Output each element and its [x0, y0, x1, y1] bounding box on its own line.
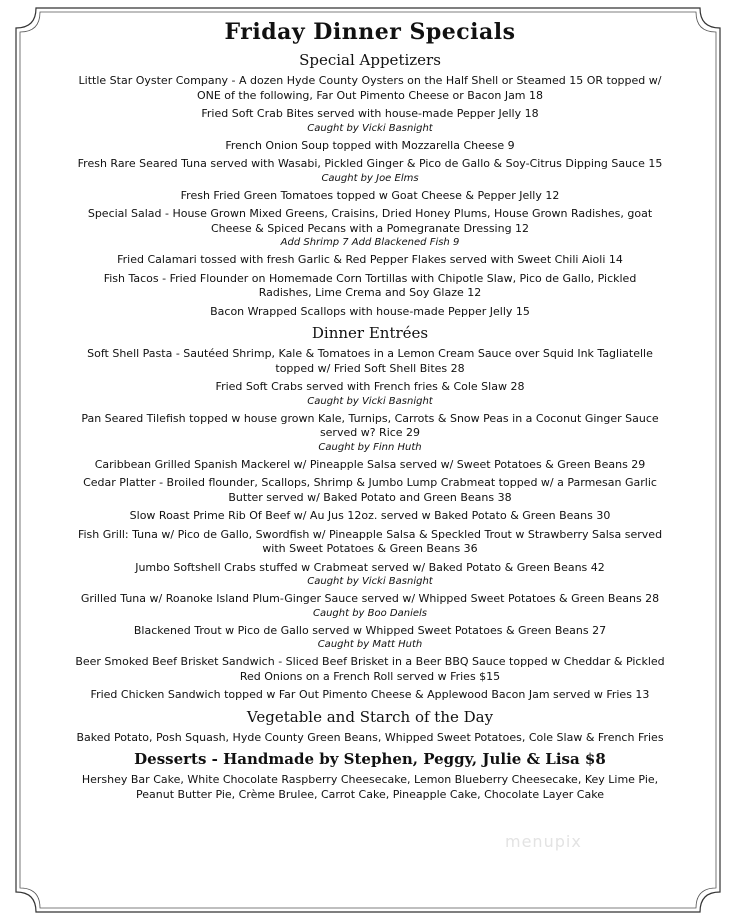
menu-item: Bacon Wrapped Scallops with house-made Pepper Jelly 15 — [210, 304, 530, 318]
menu-item: Fried Soft Crabs served with French fries & Cole Slaw 28 Caught by Vicki Basnight — [40, 380, 700, 408]
menu-page — [40, 12, 700, 806]
menu-item: Slow Roast Prime Rib Of Beef w/ Au Jus 12oz. served w Baked Potato & Green Beans 30 — [129, 509, 611, 522]
item-credit: Caught by Vicki Basnight — [307, 576, 433, 587]
menu-item: Jumbo Softshell Crabs stuffed w Crabmeat served w/ Baked Potato & Green Beans 42 Caught by Vicki Basnight — [40, 561, 700, 589]
desserts-heading: Desserts - Handmade by Stephen, Peggy, Julie & Lisa $8 — [134, 750, 606, 768]
menu-item: Fresh Fried Green Tomatoes topped w Goat Cheese & Pepper Jelly 12 — [180, 188, 560, 202]
menu-item: Soft Shell Pasta - Sautéed Shrimp, Kale & Tomatoes in a Lemon Cream Sauce over Squid Ink Tagliatelle topped w/ Fried Soft Shell Bites 28 — [87, 347, 653, 375]
appetizers-list — [40, 74, 700, 319]
item-credit: Caught by Finn Huth — [318, 441, 422, 453]
menu-item: Grilled Tuna w/ Roanoke Island Plum-Ginger Sauce served w/ Whipped Sweet Potatoes & Green Beans 28 Caught by Boo Daniels — [40, 592, 700, 620]
item-credit: Caught by Boo Daniels — [312, 607, 428, 619]
menu-item: Caribbean Grilled Spanish Mackerel w/ Pineapple Salsa served w/ Sweet Potatoes & Green Beans 29 — [94, 457, 646, 471]
entrees-list — [40, 347, 700, 703]
desserts-list: Hershey Bar Cake, White Chocolate Raspberry Cheesecake, Lemon Blueberry Cheesecake, Key Lime Pie, Peanut Butter Pie, Crème Brulee, Carrot Cake, Pineapple Cake, Chocolate Layer Cake — [81, 773, 659, 801]
page-title: Friday Dinner Specials — [224, 19, 516, 45]
menu-item: Fish Grill: Tuna w/ Pico de Gallo, Swordfish w/ Pineapple Salsa & Speckled Trout w Strawberry Salsa served with Sweet Potatoes & Green Beans 36 — [77, 527, 663, 555]
menu-item: Fish Tacos - Fried Flounder on Homemade Corn Tortillas with Chipotle Slaw, Pico de Gallo, Pickled Radishes, Lime Crema and Soy Glaze 12 — [103, 271, 637, 299]
menu-item: Blackened Trout w Pico de Gallo served w Whipped Sweet Potatoes & Green Beans 27 Caught by Matt Huth — [40, 624, 700, 652]
menu-item: Fried Soft Crab Bites served with house-made Pepper Jelly 18 Caught by Vicki Basnight — [40, 107, 700, 135]
item-credit: Caught by Matt Huth — [317, 639, 423, 650]
menu-item: Special Salad - House Grown Mixed Greens, Craisins, Dried Honey Plums, House Grown Radishes, goat Cheese & Spiced Pecans with a Pomegranate Dressing 12 Add Shrimp 7 Add Blackened Fish 9 — [40, 207, 700, 249]
menu-item: Beer Smoked Beef Brisket Sandwich - Sliced Beef Brisket in a Beer BBQ Sauce topped w Cheddar & Pickled Red Onions on a French Roll served w Fries $15 — [75, 655, 665, 683]
sides-heading: Vegetable and Starch of the Day — [246, 707, 494, 726]
item-addons: Add Shrimp 7 Add Blackened Fish 9 — [280, 237, 460, 248]
menu-item: Little Star Oyster Company - A dozen Hyde County Oysters on the Half Shell or Steamed 15 OR topped w/ ONE of the following, Far Out Pimento Cheese or Bacon Jam 18 — [78, 74, 662, 102]
menu-item: French Onion Soup topped with Mozzarella Cheese 9 — [225, 138, 515, 152]
sides-list: Baked Potato, Posh Squash, Hyde County Green Beans, Whipped Sweet Potatoes, Cole Slaw & French Fries — [76, 730, 664, 744]
menu-item: Pan Seared Tilefish topped w house grown Kale, Turnips, Carrots & Snow Peas in a Coconut Ginger Sauce served w? Rice 29 Caught by Finn Huth — [40, 412, 700, 454]
watermark: menupix — [505, 832, 582, 851]
menu-item: Fried Chicken Sandwich topped w Far Out Pimento Cheese & Applewood Bacon Jam served w Fries 13 — [90, 688, 650, 701]
menu-item: Fried Calamari tossed with fresh Garlic & Red Pepper Flakes served with Sweet Chili Aioli 14 — [117, 253, 623, 266]
menu-item: Fresh Rare Seared Tuna served with Wasabi, Pickled Ginger & Pico de Gallo & Soy-Citrus Dipping Sauce 15 Caught by Joe Elms — [40, 157, 700, 185]
item-credit: Caught by Joe Elms — [321, 172, 419, 184]
entrees-heading: Dinner Entrées — [311, 324, 429, 342]
menu-item: Cedar Platter - Broiled flounder, Scallops, Shrimp & Jumbo Lump Crabmeat topped w/ a Parmesan Garlic Butter served w/ Baked Potato and Green Beans 38 — [83, 476, 657, 504]
item-credit: Caught by Vicki Basnight — [307, 395, 433, 407]
appetizers-heading: Special Appetizers — [299, 51, 441, 69]
item-credit: Caught by Vicki Basnight — [307, 122, 433, 134]
